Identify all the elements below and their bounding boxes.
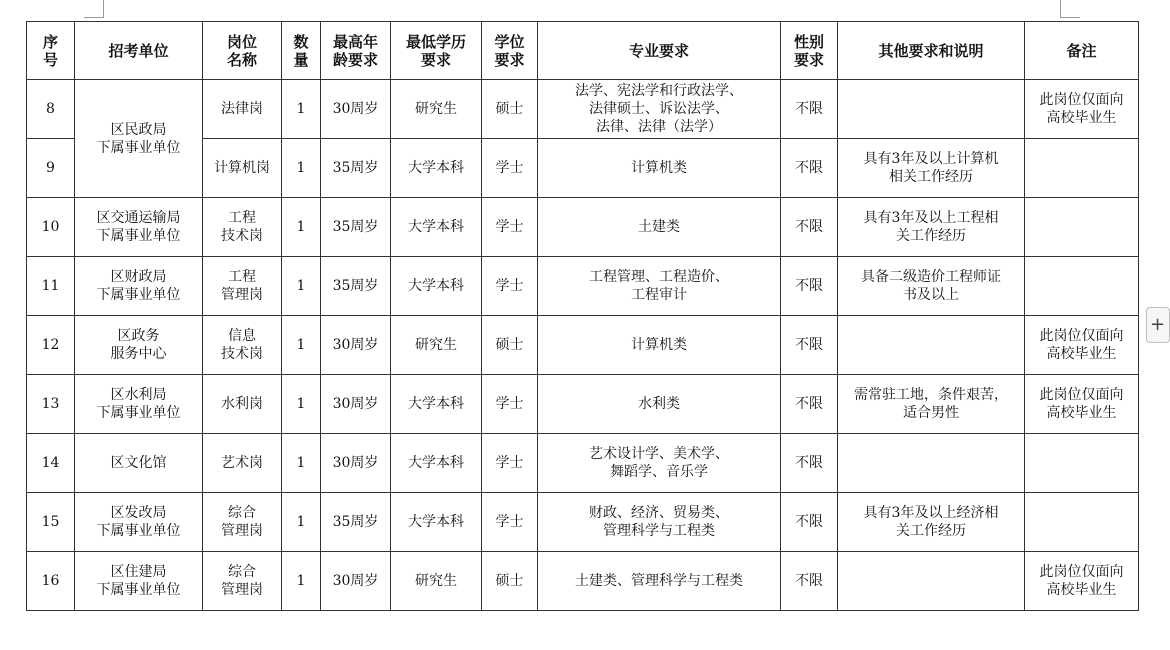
cell-count: 1: [282, 493, 321, 552]
cell-post: 工程 管理岗: [203, 257, 282, 316]
cell-count: 1: [282, 434, 321, 493]
table-row: [27, 493, 1139, 552]
header-seq: 序 号: [27, 22, 75, 80]
cell-degree: 硕士: [482, 316, 538, 375]
table-row: [27, 316, 1139, 375]
cell-edu: 大学本科: [391, 493, 482, 552]
cell-count: 1: [282, 80, 321, 139]
cell-seq: 13: [27, 375, 75, 434]
cell-unit: 区政务 服务中心: [75, 316, 203, 375]
cell-remark: 此岗位仅面向 高校毕业生: [1025, 316, 1139, 375]
cell-age: 35周岁: [321, 257, 391, 316]
cell-remark: 此岗位仅面向 高校毕业生: [1025, 375, 1139, 434]
cell-major: 计算机类: [538, 139, 781, 198]
cell-other: 具有3年及以上计算机 相关工作经历: [838, 139, 1025, 198]
cell-gender: 不限: [781, 139, 838, 198]
cell-degree: 学士: [482, 198, 538, 257]
cell-edu: 大学本科: [391, 434, 482, 493]
header-remark: 备注: [1025, 22, 1139, 80]
cell-seq: 15: [27, 493, 75, 552]
cell-post: 计算机岗: [203, 139, 282, 198]
header-unit: 招考单位: [75, 22, 203, 80]
cell-seq: 12: [27, 316, 75, 375]
cell-gender: 不限: [781, 552, 838, 611]
cell-degree: 硕士: [482, 80, 538, 139]
cell-degree: 学士: [482, 493, 538, 552]
header-degree: 学位 要求: [482, 22, 538, 80]
cell-remark: [1025, 257, 1139, 316]
cell-post: 工程 技术岗: [203, 198, 282, 257]
cell-seq: 10: [27, 198, 75, 257]
cell-count: 1: [282, 316, 321, 375]
cell-other: [838, 552, 1025, 611]
cell-seq: 14: [27, 434, 75, 493]
cell-seq: 16: [27, 552, 75, 611]
table-row: [27, 434, 1139, 493]
cell-other: 需常驻工地，条件艰苦， 适合男性: [838, 375, 1025, 434]
cell-post: 水利岗: [203, 375, 282, 434]
cell-post: 综合 管理岗: [203, 493, 282, 552]
cell-major: 土建类、管理科学与工程类: [538, 552, 781, 611]
cell-degree: 学士: [482, 434, 538, 493]
cell-edu: 大学本科: [391, 139, 482, 198]
header-row: [27, 22, 1139, 80]
cell-other: [838, 316, 1025, 375]
plus-icon: +: [1150, 314, 1166, 335]
cell-gender: 不限: [781, 257, 838, 316]
cell-post: 综合 管理岗: [203, 552, 282, 611]
cell-age: 35周岁: [321, 493, 391, 552]
cell-count: 1: [282, 139, 321, 198]
cell-major: 财政、经济、贸易类、 管理科学与工程类: [538, 493, 781, 552]
cell-gender: 不限: [781, 375, 838, 434]
header-other: 其他要求和说明: [838, 22, 1025, 80]
cell-post: 信息 技术岗: [203, 316, 282, 375]
cell-post: 法律岗: [203, 80, 282, 139]
header-edu: 最低学历 要求: [391, 22, 482, 80]
cell-remark: [1025, 139, 1139, 198]
cell-edu: 研究生: [391, 80, 482, 139]
cell-degree: 学士: [482, 375, 538, 434]
cell-remark: [1025, 493, 1139, 552]
table-row: [27, 80, 1139, 139]
cell-age: 35周岁: [321, 139, 391, 198]
cell-edu: 研究生: [391, 552, 482, 611]
cell-major: 法学、宪法学和行政法学、 法律硕士、诉讼法学、 法律、法律（法学）: [538, 80, 781, 139]
cell-unit: 区民政局 下属事业单位: [75, 80, 203, 198]
cell-gender: 不限: [781, 80, 838, 139]
cell-seq: 11: [27, 257, 75, 316]
cell-edu: 研究生: [391, 316, 482, 375]
cell-remark: [1025, 198, 1139, 257]
cell-edu: 大学本科: [391, 198, 482, 257]
cell-major: 工程管理、工程造价、 工程审计: [538, 257, 781, 316]
cell-major: 土建类: [538, 198, 781, 257]
cell-gender: 不限: [781, 434, 838, 493]
cell-count: 1: [282, 198, 321, 257]
cell-degree: 学士: [482, 257, 538, 316]
crop-mark-left-horizontal: [84, 17, 104, 18]
cell-count: 1: [282, 552, 321, 611]
cell-gender: 不限: [781, 493, 838, 552]
cell-major: 水利类: [538, 375, 781, 434]
cell-unit: 区水利局 下属事业单位: [75, 375, 203, 434]
cell-age: 30周岁: [321, 80, 391, 139]
cell-major: 艺术设计学、美术学、 舞蹈学、音乐学: [538, 434, 781, 493]
cell-gender: 不限: [781, 198, 838, 257]
cell-count: 1: [282, 257, 321, 316]
cell-unit: 区住建局 下属事业单位: [75, 552, 203, 611]
crop-mark-right-vertical: [1060, 0, 1061, 18]
cell-count: 1: [282, 375, 321, 434]
crop-mark-right-horizontal: [1060, 17, 1080, 18]
header-post: 岗位 名称: [203, 22, 282, 80]
cell-other: [838, 80, 1025, 139]
header-gender: 性别 要求: [781, 22, 838, 80]
cell-age: 30周岁: [321, 434, 391, 493]
cell-gender: 不限: [781, 316, 838, 375]
cell-degree: 硕士: [482, 552, 538, 611]
cell-unit: 区文化馆: [75, 434, 203, 493]
table-row: [27, 198, 1139, 257]
cell-post: 艺术岗: [203, 434, 282, 493]
cell-remark: 此岗位仅面向 高校毕业生: [1025, 80, 1139, 139]
cell-seq: 8: [27, 80, 75, 139]
header-major: 专业要求: [538, 22, 781, 80]
cell-other: 具备二级造价工程师证 书及以上: [838, 257, 1025, 316]
cell-other: 具有3年及以上工程相 关工作经历: [838, 198, 1025, 257]
cell-unit: 区交通运输局 下属事业单位: [75, 198, 203, 257]
table-row: [27, 257, 1139, 316]
cell-seq: 9: [27, 139, 75, 198]
cell-degree: 学士: [482, 139, 538, 198]
cell-other: 具有3年及以上经济相 关工作经历: [838, 493, 1025, 552]
header-age: 最高年 龄要求: [321, 22, 391, 80]
recruitment-table: [26, 21, 1139, 611]
cell-age: 30周岁: [321, 375, 391, 434]
cell-edu: 大学本科: [391, 375, 482, 434]
header-count: 数 量: [282, 22, 321, 80]
cell-age: 35周岁: [321, 198, 391, 257]
cell-unit: 区财政局 下属事业单位: [75, 257, 203, 316]
cell-remark: [1025, 434, 1139, 493]
table-row: [27, 375, 1139, 434]
cell-other: [838, 434, 1025, 493]
cell-remark: 此岗位仅面向 高校毕业生: [1025, 552, 1139, 611]
cell-edu: 大学本科: [391, 257, 482, 316]
cell-age: 30周岁: [321, 552, 391, 611]
crop-mark-left-vertical: [103, 0, 104, 18]
cell-age: 30周岁: [321, 316, 391, 375]
expand-panel-button[interactable]: [1146, 307, 1170, 343]
cell-major: 计算机类: [538, 316, 781, 375]
table-row: [27, 552, 1139, 611]
cell-unit: 区发改局 下属事业单位: [75, 493, 203, 552]
